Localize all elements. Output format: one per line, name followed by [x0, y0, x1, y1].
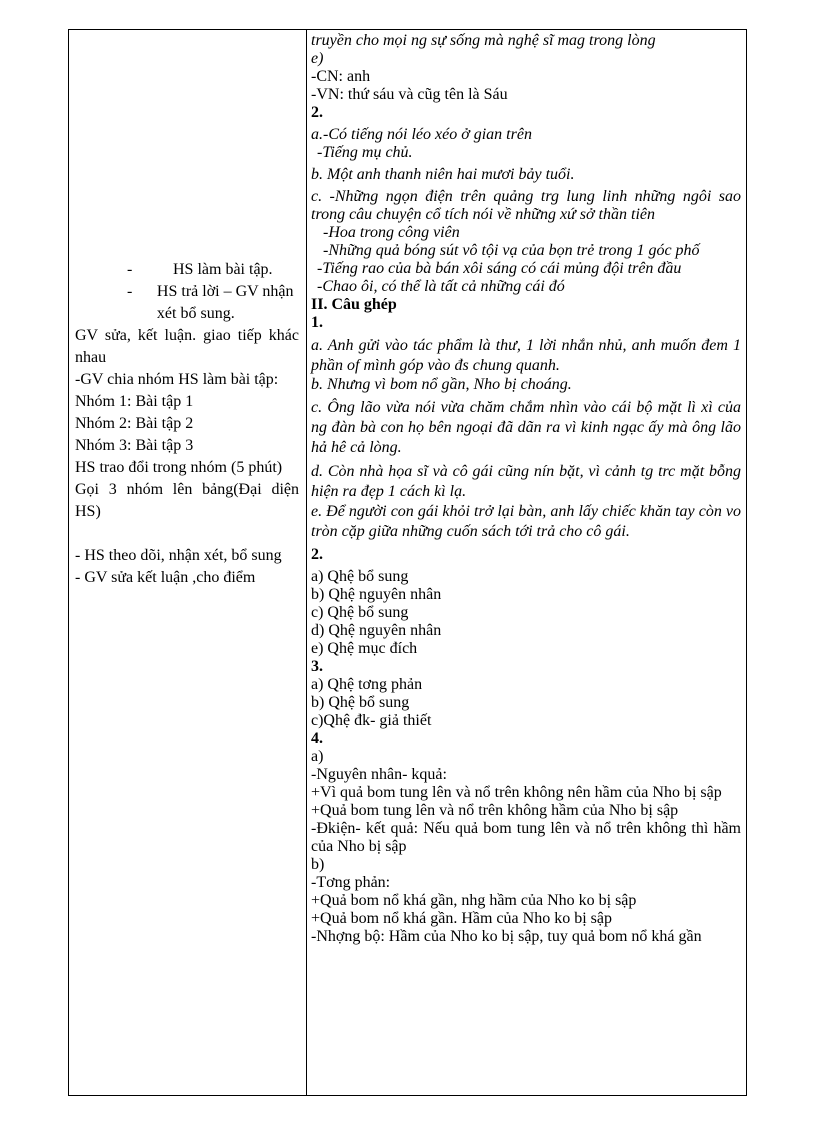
text-line: -CN: anh — [311, 68, 371, 85]
section-number: 3. — [311, 658, 323, 675]
section-number: 2. — [311, 546, 323, 563]
text-line: Nhóm 2: Bài tập 2 — [75, 415, 194, 432]
text-line: d) Qhệ nguyên nhân — [311, 622, 442, 639]
text-line: b. Nhưng vì bom nổ gần, Nho bị choáng. — [311, 376, 572, 393]
section-title: II. Câu ghép — [311, 296, 397, 313]
text-line: a.-Có tiếng nói léo xéo ở gian trên — [311, 126, 532, 143]
text-line: c. Ông lão vừa nói vừa chăm chắm nhìn vào cái bộ mặt lì xì của ng đàn bà con họ bên ngoại đã dãn ra vì kinh ngạc ấy mà ông lão hả hê cả lòng. — [311, 399, 741, 456]
bullet-item: - HS làm bài tập. — [75, 259, 299, 281]
spacer — [75, 523, 299, 545]
text-line: -Những quả bóng sút vô tội vạ của bọn trẻ trong 1 góc phố — [323, 242, 700, 259]
text-line: a) Qhệ tơng phản — [311, 676, 423, 693]
bullet-item: - HS trả lời – GV nhận xét bổ sung. — [75, 281, 299, 325]
text-line: e. Để người con gái khỏi trở lại bàn, anh lấy chiếc khăn tay còn vo tròn cặp giữa những cuốn sách tới trả cho cô gái. — [311, 503, 741, 540]
text-line: d. Còn nhà họa sĩ và cô gái cũng nín bặt, vì cảnh tg trc mặt bỗng hiện ra đẹp 1 cách kì lạ. — [311, 463, 741, 500]
text-line: b) — [311, 856, 325, 873]
text-line: Nhóm 3: Bài tập 3 — [75, 437, 194, 454]
column-divider — [306, 30, 307, 1095]
text-line: GV sửa, kết luận. giao tiếp khác nhau — [75, 327, 299, 366]
text-line: +Quả bom nổ khá gần. Hầm của Nho ko bị sập — [311, 910, 612, 927]
text-line: -Tơng phản: — [311, 874, 391, 891]
text-line: c) Qhệ bổ sung — [311, 604, 409, 621]
text-line: c)Qhệ đk- giả thiết — [311, 712, 432, 729]
section-number: 4. — [311, 730, 323, 747]
text-line: b. Một anh thanh niên hai mươi bảy tuổi. — [311, 166, 575, 183]
text-line: Gọi 3 nhóm lên bảng(Đại diện HS) — [75, 481, 299, 520]
lesson-table — [68, 29, 747, 1096]
text-line: +Quả bom nổ khá gần, nhg hầm của Nho ko bị sập — [311, 892, 637, 909]
text-line: e) — [311, 50, 324, 67]
section-number: 1. — [311, 314, 323, 331]
text-line: -Tiếng rao của bà bán xôi sáng có cái mủng đội trên đầu — [317, 260, 682, 277]
text-line: HS trao đổi trong nhóm (5 phút) — [75, 459, 283, 476]
text-line: c. -Những ngọn điện trên quảng trg lung linh những ngôi sao trong câu chuyện cổ tích nói về những xứ sở thần tiên — [311, 188, 741, 223]
bullet-text: HS làm bài tập. — [173, 261, 273, 278]
text-line: a) Qhệ bổ sung — [311, 568, 409, 585]
text-line: e) Qhệ mục đích — [311, 640, 418, 657]
text-line: a) — [311, 748, 324, 765]
section-number: 2. — [311, 104, 323, 121]
text-line: -Đkiện- kết quả: Nếu quả bom tung lên và nổ trên không thì hầm của Nho bị sập — [311, 820, 741, 855]
text-line: - HS theo dõi, nhận xét, bổ sung — [75, 547, 282, 564]
text-line: -Chao ôi, có thể là tất cả những cái đó — [317, 278, 565, 295]
text-line: -VN: thứ sáu và cũg tên là Sáu — [311, 86, 508, 103]
text-line: b) Qhệ nguyên nhân — [311, 586, 442, 603]
text-line: -GV chia nhóm HS làm bài tập: — [75, 371, 279, 388]
text-line: -Tiếng mụ chủ. — [317, 144, 413, 161]
content-column — [311, 32, 741, 946]
text-line: truyền cho mọi ng sự sống mà nghệ sĩ mag trong lòng — [311, 32, 656, 49]
text-line: +Quả bom tung lên và nổ trên không hầm của Nho bị sập — [311, 802, 679, 819]
text-line: Nhóm 1: Bài tập 1 — [75, 393, 194, 410]
text-line: - GV sửa kết luận ,cho điểm — [75, 569, 256, 586]
teacher-activity-column — [75, 259, 299, 589]
text-line: -Nguyên nhân- kquả: — [311, 766, 447, 783]
text-line: b) Qhệ bổ sung — [311, 694, 410, 711]
text-line: -Nhợng bộ: Hầm của Nho ko bị sập, tuy quả bom nổ khá gần — [311, 928, 702, 945]
bullet-text: HS trả lời – GV nhận xét bổ sung. — [156, 283, 294, 322]
text-line: -Hoa trong công viên — [323, 224, 460, 241]
text-line: +Vì quả bom tung lên và nổ trên không nên hầm của Nho bị sập — [311, 784, 722, 801]
text-line: a. Anh gửi vào tác phẩm là thư, 1 lời nhắn nhủ, anh muốn đem 1 phần of mình góp vào đs chung quanh. — [311, 337, 741, 374]
